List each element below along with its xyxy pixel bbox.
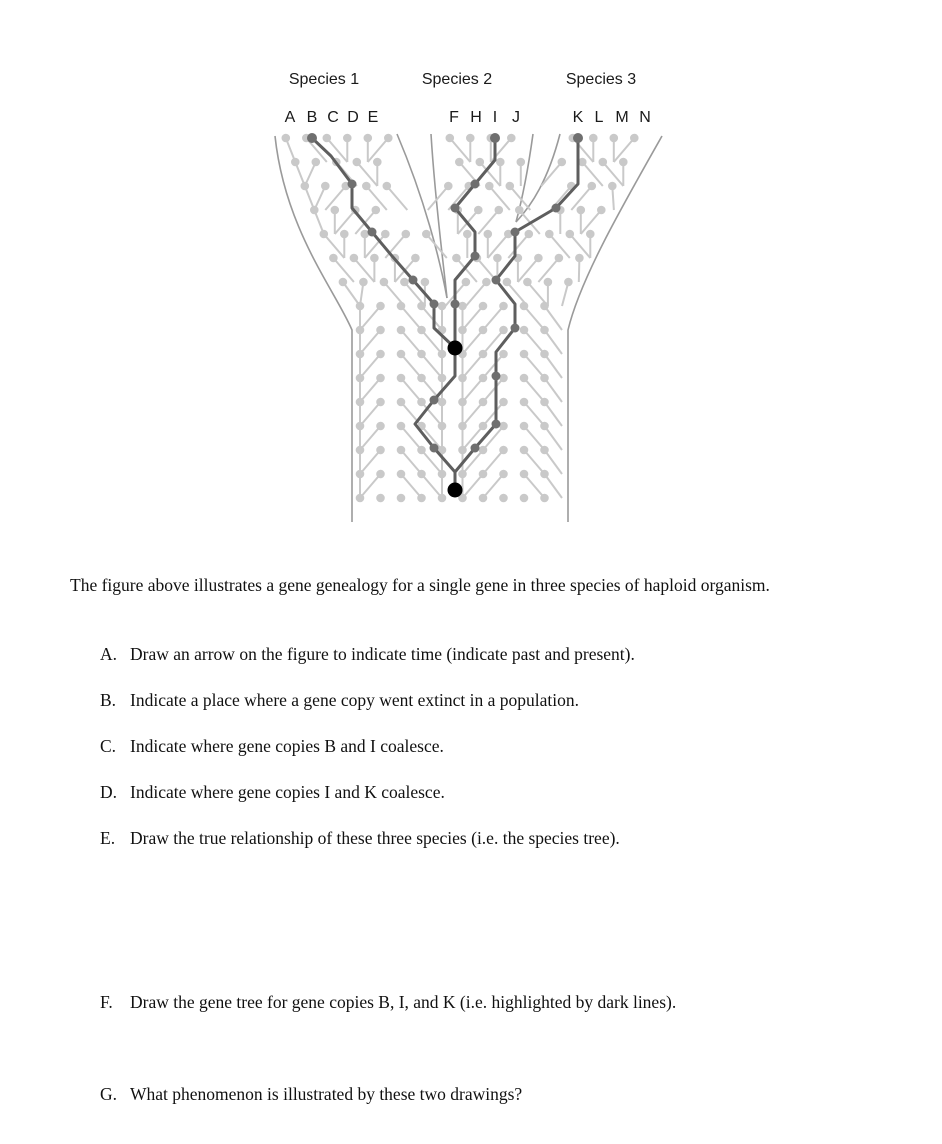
background-gene-copy [507,134,516,143]
background-lineage [422,354,443,378]
background-gene-copy [499,494,508,503]
background-lineage [401,378,422,402]
background-gene-copy [397,470,406,479]
background-lineage [483,306,504,330]
background-gene-copy [356,494,365,503]
lineage-node [511,324,520,333]
background-gene-copy [356,446,365,455]
background-lineage [360,450,381,474]
species-2-allele-labels [449,109,520,126]
background-lineage [524,330,545,354]
lineage-node [409,276,418,285]
background-gene-copy [376,494,385,503]
background-gene-copy [331,206,340,215]
background-lineage [483,378,504,402]
right-outer-boundary [568,136,662,522]
background-lineage [524,354,545,378]
question-b: B. Indicate a place where a gene copy went extinct in a population. [100,690,579,710]
background-gene-copy [493,254,502,263]
species2-left-boundary [431,134,447,298]
background-gene-copy [376,326,385,335]
background-gene-copy [397,422,406,431]
background-lineage [463,330,484,354]
background-gene-copy [370,254,379,263]
lineage-node [492,276,501,285]
background-lineage [545,402,563,426]
background-gene-copy [558,158,567,167]
background-gene-copy [517,158,526,167]
background-gene-copy [323,134,332,143]
background-gene-copy [479,446,488,455]
background-gene-copy [499,326,508,335]
background-gene-copy [506,182,515,191]
background-gene-copy [422,230,431,239]
background-gene-copy [499,302,508,311]
background-gene-copy [376,350,385,359]
background-gene-copy [499,470,508,479]
background-gene-copy [566,230,575,239]
background-gene-copy [610,134,619,143]
background-gene-copy [462,278,471,287]
background-gene-copy [376,446,385,455]
background-lineage [524,306,545,330]
background-gene-copy [597,206,606,215]
background-lineage [401,354,422,378]
background-lineage [401,402,422,426]
lineage-node [430,300,439,309]
background-lineage [545,450,563,474]
background-gene-copy [458,302,467,311]
background-gene-copy [520,398,529,407]
bik-coalescence-node [448,483,463,498]
background-gene-copy [359,278,368,287]
background-gene-copy [540,422,549,431]
background-gene-copy [397,326,406,335]
background-lineage [524,426,545,450]
background-gene-copy [458,422,467,431]
background-lineage [524,450,545,474]
background-gene-copy [485,182,494,191]
background-gene-copy [417,326,426,335]
lineage-node [430,444,439,453]
lineage-node [471,444,480,453]
background-lineage [401,306,422,330]
background-gene-copy [417,350,426,359]
background-gene-copy [619,158,628,167]
background-lineage [463,450,484,474]
background-gene-copy [340,230,349,239]
background-gene-copy [479,398,488,407]
background-gene-copy [630,134,639,143]
background-gene-copy [482,278,491,287]
background-gene-copy [503,278,512,287]
background-lineage [545,378,563,402]
background-gene-copy [312,158,321,167]
background-gene-copy [540,326,549,335]
background-gene-copy [540,470,549,479]
background-gene-copy [376,422,385,431]
background-gene-copy [383,182,392,191]
background-gene-copy [540,398,549,407]
background-gene-copy [438,470,447,479]
background-genealogy [282,134,639,503]
background-gene-copy [499,350,508,359]
background-gene-copy [455,158,464,167]
background-lineage [360,474,381,498]
background-gene-copy [499,398,508,407]
background-gene-copy [438,494,447,503]
background-gene-copy [320,230,329,239]
background-gene-copy [376,470,385,479]
species-1-label: Species 1 [288,71,360,88]
allele-label-k: K [572,109,584,126]
background-gene-copy [384,134,393,143]
question-a: A. Draw an arrow on the figure to indicate time (indicate past and present). [100,644,635,664]
background-gene-copy [599,158,608,167]
background-lineage [360,426,381,450]
background-gene-copy [411,254,420,263]
background-gene-copy [520,350,529,359]
background-gene-copy [301,182,310,191]
allele-label-j: J [512,109,520,126]
background-lineage [401,330,422,354]
background-gene-copy [555,254,564,263]
background-gene-copy [523,278,532,287]
background-lineage [463,306,484,330]
background-lineage [360,402,381,426]
lineage-node [348,180,357,189]
species-3-label: Species 3 [565,71,637,88]
intro-text: The figure above illustrates a gene genealogy for a single gene in three species of haploid organism. [70,575,770,595]
background-gene-copy [458,470,467,479]
gene-copy-b-node [307,133,317,143]
background-gene-copy [476,158,485,167]
background-gene-copy [520,326,529,335]
background-gene-copy [438,422,447,431]
background-lineage [524,474,545,498]
background-gene-copy [534,254,543,263]
background-gene-copy [458,326,467,335]
background-gene-copy [479,374,488,383]
background-lineage [343,282,360,306]
question-d: D. Indicate where gene copies I and K coalesce. [100,782,445,802]
allele-label-l: L [594,109,604,126]
background-gene-copy [520,302,529,311]
question-block [70,574,860,1104]
background-gene-copy [397,374,406,383]
background-gene-copy [356,326,365,335]
background-gene-copy [380,278,389,287]
background-gene-copy [356,422,365,431]
background-lineage [541,162,562,186]
background-gene-copy [376,398,385,407]
lineage-node [492,420,501,429]
background-lineage [360,330,381,354]
background-gene-copy [520,470,529,479]
background-lineage [401,474,422,498]
background-gene-copy [356,470,365,479]
background-gene-copy [479,422,488,431]
allele-label-a: A [284,109,296,126]
background-gene-copy [515,206,524,215]
question-f: F. Draw the gene tree for gene copies B, I, and K (i.e. highlighted by dark lines). [100,992,677,1012]
allele-label-d: D [347,109,359,126]
background-lineage [422,474,443,498]
question-e: E. Draw the true relationship of these three species (i.e. the species tree). [100,828,620,848]
background-gene-copy [438,350,447,359]
species-2-label: Species 2 [421,71,493,88]
background-gene-copy [400,278,409,287]
background-gene-copy [291,158,300,167]
background-gene-copy [564,278,573,287]
background-lineage [483,330,504,354]
background-lineage [524,402,545,426]
background-gene-copy [417,398,426,407]
background-gene-copy [520,446,529,455]
lineage-node [451,204,460,213]
background-gene-copy [458,374,467,383]
background-gene-copy [588,182,597,191]
allele-label-b: B [306,109,318,126]
background-gene-copy [343,134,352,143]
allele-label-h: H [470,109,482,126]
background-gene-copy [577,206,586,215]
species-1-allele-labels [285,109,379,126]
background-gene-copy [496,158,505,167]
background-gene-copy [362,182,371,191]
background-lineage [426,234,447,258]
background-lineage [545,474,563,498]
bi-coalescence-node [448,341,463,356]
background-lineage [545,330,563,354]
background-gene-copy [329,254,338,263]
background-gene-copy [479,494,488,503]
background-gene-copy [381,230,390,239]
background-lineage [463,354,484,378]
background-gene-copy [438,374,447,383]
background-lineage [360,306,381,330]
background-lineage [483,426,504,450]
background-lineage [463,402,484,426]
background-gene-copy [540,302,549,311]
allele-label-f: F [449,109,459,126]
gene-genealogy-figure [0,0,942,540]
lineage-node [368,228,377,237]
background-gene-copy [540,374,549,383]
background-gene-copy [397,350,406,359]
background-gene-copy [575,254,584,263]
background-gene-copy [479,326,488,335]
background-gene-copy [397,398,406,407]
background-lineage [483,450,504,474]
background-gene-copy [540,494,549,503]
background-gene-copy [282,134,291,143]
lineage-node [492,372,501,381]
background-lineage [387,186,408,210]
background-lineage [401,450,422,474]
background-gene-copy [376,374,385,383]
background-gene-copy [372,206,381,215]
background-gene-copy [540,446,549,455]
background-gene-copy [525,230,534,239]
background-gene-copy [458,446,467,455]
background-gene-copy [373,158,382,167]
allele-label-e: E [367,109,379,126]
background-gene-copy [499,374,508,383]
allele-label-n: N [639,109,651,126]
background-gene-copy [520,374,529,383]
background-gene-copy [520,494,529,503]
background-gene-copy [353,158,362,167]
background-gene-copy [479,470,488,479]
background-gene-copy [479,350,488,359]
background-gene-copy [421,278,430,287]
lineage-node [511,228,520,237]
question-c: C. Indicate where gene copies B and I coalesce. [100,736,444,756]
background-gene-copy [540,350,549,359]
background-gene-copy [438,398,447,407]
background-lineage [545,354,563,378]
background-lineage [483,474,504,498]
background-gene-copy [545,230,554,239]
background-gene-copy [356,374,365,383]
background-gene-copy [499,446,508,455]
background-gene-copy [589,134,598,143]
background-gene-copy [321,182,330,191]
background-lineage [422,306,443,330]
lineage-node [552,204,561,213]
background-lineage [360,378,381,402]
background-lineage [545,426,563,450]
background-gene-copy [499,422,508,431]
background-gene-copy [608,182,617,191]
allele-label-m: M [615,109,629,126]
background-gene-copy [356,398,365,407]
background-lineage [463,378,484,402]
gene-copy-i-node [490,133,500,143]
lineage-node [430,396,439,405]
background-gene-copy [310,206,319,215]
background-gene-copy [417,374,426,383]
background-gene-copy [417,494,426,503]
gene-copy-k-node [573,133,583,143]
background-gene-copy [339,278,348,287]
background-gene-copy [364,134,373,143]
lineage-node [471,180,480,189]
background-gene-copy [520,422,529,431]
background-lineage [360,354,381,378]
background-gene-copy [495,206,504,215]
background-gene-copy [397,494,406,503]
background-gene-copy [458,398,467,407]
background-gene-copy [463,230,472,239]
background-gene-copy [544,278,553,287]
species-3-allele-labels [573,109,651,126]
background-gene-copy [350,254,359,263]
background-gene-copy [356,350,365,359]
background-gene-copy [356,302,365,311]
background-gene-copy [586,230,595,239]
background-gene-copy [417,470,426,479]
background-gene-copy [417,302,426,311]
background-gene-copy [397,302,406,311]
background-gene-copy [479,302,488,311]
background-gene-copy [474,206,483,215]
background-lineage [428,186,449,210]
background-gene-copy [444,182,453,191]
lineage-node [471,252,480,261]
background-lineage [524,378,545,402]
background-gene-copy [417,446,426,455]
background-gene-copy [402,230,411,239]
background-gene-copy [466,134,475,143]
background-gene-copy [452,254,461,263]
background-gene-copy [397,446,406,455]
background-lineage [545,306,563,330]
allele-label-i: I [492,109,498,126]
background-gene-copy [438,302,447,311]
background-lineage [463,474,484,498]
species1-inner-boundary [397,134,447,298]
lineage-node [451,300,460,309]
background-gene-copy [484,230,493,239]
background-gene-copy [446,134,455,143]
background-gene-copy [376,302,385,311]
question-g: G. What phenomenon is illustrated by these two drawings? [100,1084,523,1104]
left-outer-boundary [275,136,352,522]
allele-label-c: C [327,109,339,126]
